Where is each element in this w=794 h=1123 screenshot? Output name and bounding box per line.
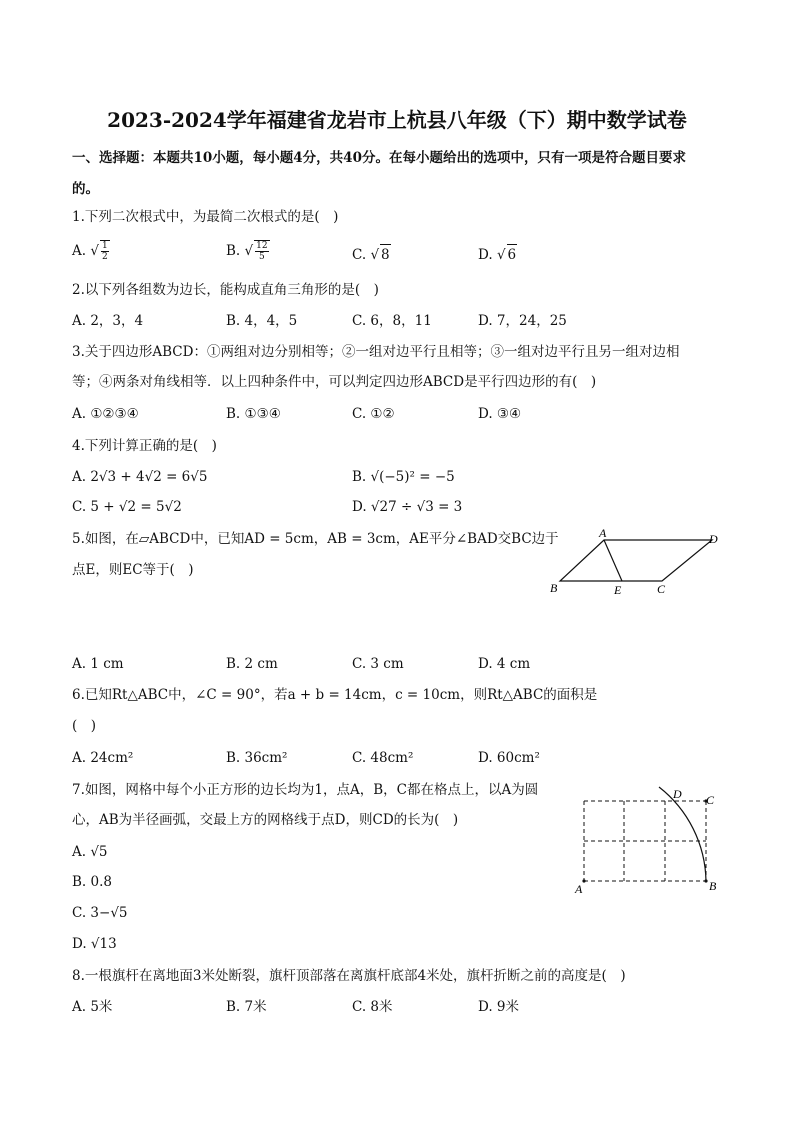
q1-b-numerator: 12 xyxy=(256,241,268,251)
q2-option-d: D. 7，24，25 xyxy=(478,313,567,329)
q5-stem-line1: 5.如图，在▱ABCD中，已知AD = 5cm，AB = 3cm，AE平分∠BAD交BC边于 xyxy=(72,531,559,547)
q8-option-b: B. 7米 xyxy=(226,999,267,1015)
q7-option-b: B. 0.8 xyxy=(72,874,112,890)
q8-option-d: D. 9米 xyxy=(478,999,520,1015)
q2-option-a: A. 2，3，4 xyxy=(72,313,144,329)
q6-stem-line1: 6.已知Rt△ABC中，∠C = 90°，若a + b = 14cm，c = 10cm，则Rt△ABC的面积是 xyxy=(72,687,598,703)
q4-option-a: A. 2√3 + 4√2 = 6√5 xyxy=(72,469,208,485)
q1-a-denominator: 2 xyxy=(101,252,108,262)
label-e: E xyxy=(614,583,622,597)
page-title: 2023-2024学年福建省龙岩市上杭县八年级（下）期中数学试卷 xyxy=(107,108,687,132)
grid-lines xyxy=(584,801,706,881)
q4-option-b: B. √(−5)² = −5 xyxy=(352,469,455,485)
q5-stem-line2: 点E，则EC等于( ) xyxy=(72,562,194,578)
label-b: B xyxy=(709,879,717,893)
q3-option-a: A. ①②③④ xyxy=(72,406,139,422)
q2-option-b: B. 4，4，5 xyxy=(226,313,298,329)
label-b: B xyxy=(550,581,558,595)
q6-option-d: D. 60cm² xyxy=(478,750,540,766)
parallelogram-figure xyxy=(544,526,724,602)
q4-option-c: C. 5 + √2 = 5√2 xyxy=(72,499,182,515)
section-heading-line1: 一、选择题：本题共10小题，每小题4分，共40分。在每小题给出的选项中，只有一项是符合题目要求 xyxy=(72,150,686,166)
q1-option-c: C. √ 8 xyxy=(352,244,391,265)
label-c: C xyxy=(657,582,666,596)
q1-option-d: D. √ 6 xyxy=(478,244,517,265)
point-a xyxy=(582,879,585,882)
q1-b-label: B. xyxy=(226,243,241,259)
q3-stem-line1: 3.关于四边形ABCD：①两组对边分别相等；②一组对边平行且相等；③一组对边平行且另一组对边相 xyxy=(72,344,680,360)
q7-option-d: D. √13 xyxy=(72,936,117,952)
q6-stem-line2: ( ) xyxy=(72,718,97,734)
q1-d-label: D. xyxy=(478,247,493,263)
q1-option-b: B. √ $\frac{12}{5}$ xyxy=(226,241,268,262)
q1-a-label: A. xyxy=(72,243,87,259)
bisector-ae xyxy=(604,540,622,581)
parallelogram-abcd xyxy=(560,540,712,581)
label-d: D xyxy=(673,787,682,801)
label-a: A xyxy=(599,526,607,540)
q1-c-label: C. xyxy=(352,247,367,263)
q6-option-c: C. 48cm² xyxy=(352,750,414,766)
grid-figure xyxy=(572,784,724,896)
q8-option-c: C. 8米 xyxy=(352,999,393,1015)
q1-option-a: A. √ $\frac{1}{2}$ xyxy=(72,241,108,262)
q6-option-b: B. 36cm² xyxy=(226,750,288,766)
q8-option-a: A. 5米 xyxy=(72,999,113,1015)
q5-option-d: D. 4 cm xyxy=(478,656,531,672)
q3-option-d: D. ③④ xyxy=(478,406,522,422)
label-c: C xyxy=(706,793,715,807)
q1-stem: 1.下列二次根式中，为最简二次根式的是( ) xyxy=(72,209,339,225)
q3-option-c: C. ①② xyxy=(352,406,395,422)
q7-option-a: A. √5 xyxy=(72,844,108,860)
q7-stem-line1: 7.如图，网格中每个小正方形的边长均为1，点A，B，C都在格点上，以A为圆 xyxy=(72,782,539,798)
q5-option-a: A. 1 cm xyxy=(72,656,124,672)
q7-stem-line2: 心，AB为半径画弧，交最上方的网格线于点D，则CD的长为( ) xyxy=(72,812,459,828)
label-a: A xyxy=(575,882,583,896)
q5-option-b: B. 2 cm xyxy=(226,656,278,672)
q1-b-denominator: 5 xyxy=(258,252,265,262)
q2-stem: 2.以下列各组数为边长，能构成直角三角形的是( ) xyxy=(72,282,379,298)
q1-a-numerator: 1 xyxy=(101,241,108,251)
q7-option-c: C. 3−√5 xyxy=(72,905,128,921)
q3-stem-line2: 等；④两条对角线相等．以上四种条件中，可以判定四边形ABCD是平行四边形的有( ) xyxy=(72,374,597,390)
q1-d-radicand: 6 xyxy=(507,244,518,265)
q3-option-b: B. ①③④ xyxy=(226,406,281,422)
q1-c-radicand: 8 xyxy=(380,244,391,265)
q6-option-a: A. 24cm² xyxy=(72,750,134,766)
q4-stem: 4.下列计算正确的是( ) xyxy=(72,438,217,454)
q2-option-c: C. 6，8，11 xyxy=(352,313,432,329)
q5-option-c: C. 3 cm xyxy=(352,656,404,672)
q8-stem: 8.一根旗杆在离地面3米处断裂，旗杆顶部落在离旗杆底部4米处，旗杆折断之前的高度是( ) xyxy=(72,968,626,984)
q4-option-d: D. √27 ÷ √3 = 3 xyxy=(352,499,463,515)
label-d: D xyxy=(709,532,718,546)
point-b xyxy=(704,879,707,882)
section-heading-line2: 的。 xyxy=(72,181,99,197)
